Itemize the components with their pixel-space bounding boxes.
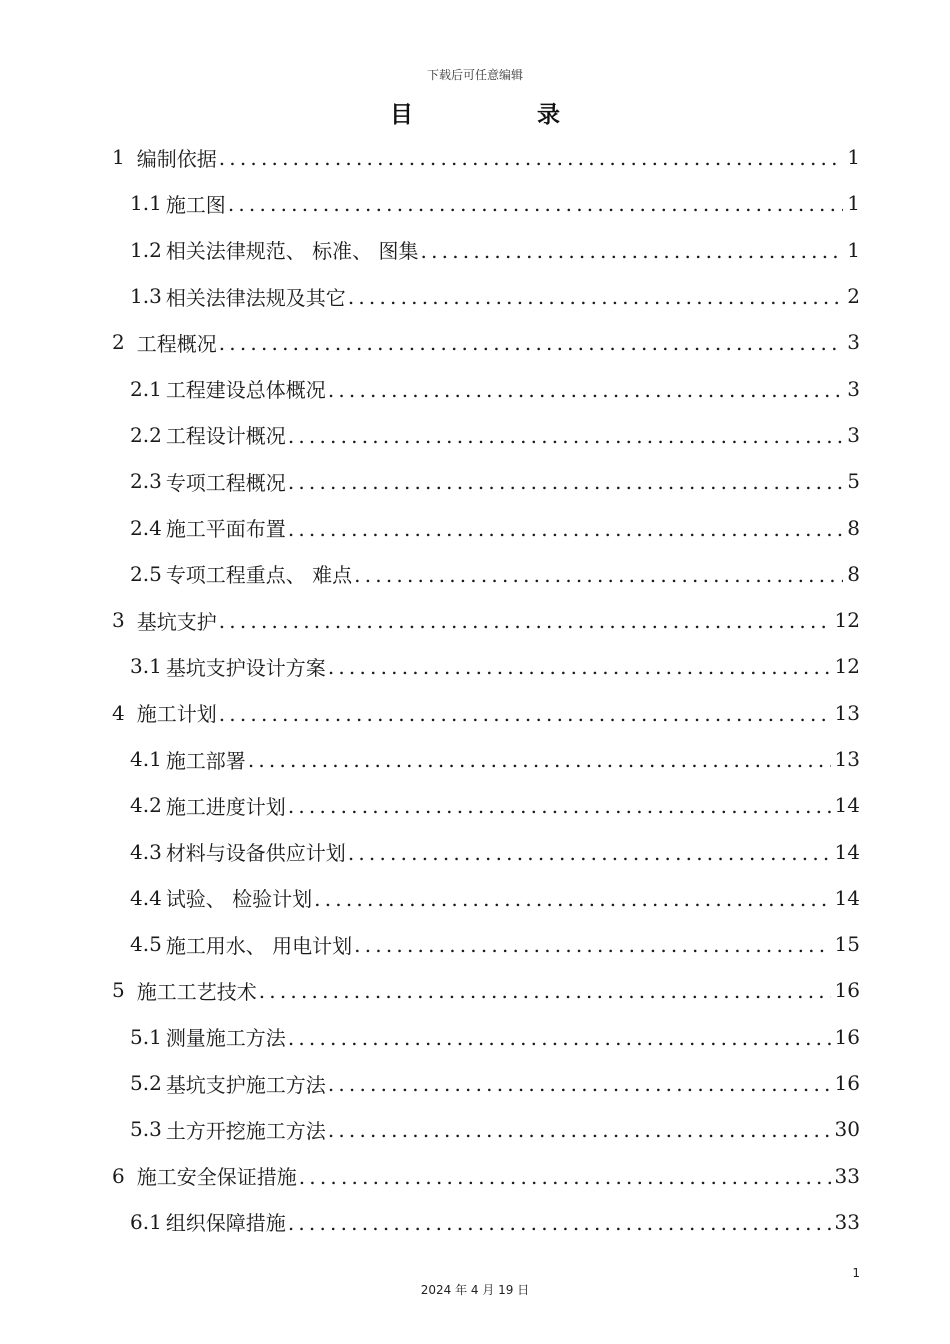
toc-entry-number: 5.2	[130, 1071, 162, 1096]
toc-entry-title: 组织保障措施	[165, 1211, 286, 1236]
toc-dot-leader	[288, 470, 843, 494]
toc-entry-title: 工程概况	[136, 331, 217, 356]
toc-entry[interactable]	[112, 1153, 860, 1199]
toc-entry-page: 14	[834, 793, 860, 818]
toc-entry-page: 13	[834, 700, 860, 725]
toc-dot-leader	[348, 285, 843, 309]
toc-entry-page: 14	[834, 885, 860, 910]
toc-dot-leader	[348, 841, 831, 865]
toc-dot-leader	[328, 1118, 831, 1142]
toc-entry-page: 15	[834, 932, 860, 957]
toc-entry-page: 12	[834, 654, 860, 679]
toc-entry-number: 2.4	[130, 515, 162, 540]
toc-entry-title: 相关法律法规及其它	[165, 285, 346, 310]
toc-entry-page: 1	[847, 145, 860, 170]
toc-entry[interactable]	[112, 504, 860, 550]
toc-dot-leader	[288, 794, 831, 818]
toc-entry-number: 4.3	[130, 839, 162, 864]
toc-entry[interactable]	[112, 365, 860, 411]
toc-entry-title: 施工图	[165, 192, 226, 217]
toc-dot-leader	[219, 146, 844, 170]
toc-dot-leader	[219, 331, 844, 355]
toc-entry-number: 6	[112, 1163, 125, 1188]
toc-dot-leader	[328, 378, 843, 402]
toc-entry-number: 1.3	[130, 284, 162, 309]
toc-dot-leader	[288, 1211, 831, 1235]
toc-entry[interactable]	[112, 551, 860, 597]
footer-date: 2024 年 4 月 19 日	[420, 1283, 530, 1297]
toc-dot-leader	[288, 1026, 831, 1050]
toc-entry-title: 专项工程重点、 难点	[165, 563, 353, 588]
toc-entry-number: 2	[112, 330, 125, 355]
toc-entry-page: 13	[834, 747, 860, 771]
toc-entry-page: 3	[847, 422, 860, 447]
toc-entry-page: 30	[834, 1117, 860, 1142]
toc-entry-title: 施工工艺技术	[136, 979, 257, 1004]
toc-entry-number: 4.1	[130, 747, 162, 771]
toc-dot-leader	[259, 979, 831, 1003]
toc-entry-number: 3	[112, 608, 125, 633]
toc-dot-leader	[288, 517, 843, 541]
toc-entry-title: 基坑支护施工方法	[165, 1072, 326, 1097]
toc-entry-number: 3.1	[130, 654, 162, 679]
toc-entry-title: 专项工程概况	[165, 470, 286, 495]
toc-entry[interactable]	[112, 180, 860, 226]
toc-entry-title: 基坑支护	[136, 609, 217, 634]
toc-entry-page: 8	[847, 561, 860, 586]
toc-entry[interactable]	[112, 273, 860, 319]
toc-entry-number: 6.1	[130, 1209, 162, 1234]
toc-dot-leader	[328, 1072, 831, 1096]
toc-entry-title: 施工安全保证措施	[136, 1165, 297, 1190]
toc-entry-page: 16	[834, 1024, 860, 1049]
toc-entry[interactable]	[112, 134, 860, 180]
toc-entry-page: 2	[847, 284, 860, 309]
toc-entry[interactable]	[112, 690, 860, 736]
toc-entry[interactable]	[112, 643, 860, 689]
toc-entry[interactable]	[112, 458, 860, 504]
toc-dot-leader	[219, 702, 831, 726]
toc-entry[interactable]	[112, 921, 860, 967]
toc-entry-title: 工程建设总体概况	[165, 378, 326, 403]
toc-dot-leader	[354, 933, 830, 957]
toc-entry[interactable]	[112, 412, 860, 458]
toc-entry[interactable]	[112, 1106, 860, 1152]
toc-entry-page: 1	[847, 237, 860, 262]
toc-entry[interactable]	[112, 1199, 860, 1245]
toc-dot-leader	[288, 424, 843, 448]
toc-entry-page: 16	[834, 978, 860, 1003]
toc-dot-leader	[354, 563, 843, 587]
toc-entry-page: 3	[847, 330, 860, 355]
header-note: 下载后可任意编辑	[426, 68, 523, 82]
toc-entry-number: 4.2	[130, 793, 162, 818]
toc-entry-number: 1.2	[130, 237, 162, 262]
toc-entry-number: 2.5	[130, 561, 162, 586]
toc-entry[interactable]	[112, 1014, 860, 1060]
toc-entry[interactable]	[112, 1060, 860, 1106]
toc-dot-leader	[248, 748, 831, 772]
toc-entry[interactable]	[112, 597, 860, 643]
toc-entry-title: 施工计划	[136, 702, 217, 727]
toc-dot-leader	[228, 192, 843, 216]
toc-entry[interactable]	[112, 782, 860, 828]
toc-entry[interactable]	[112, 875, 860, 921]
toc-entry-title: 工程设计概况	[165, 424, 286, 449]
toc-entry[interactable]	[112, 736, 860, 782]
toc-entry-page: 14	[834, 839, 860, 864]
toc-dot-leader	[219, 609, 831, 633]
toc-entry-number: 5.3	[130, 1117, 162, 1142]
toc-entry-number: 4.5	[130, 932, 162, 957]
toc-dot-leader	[328, 655, 831, 679]
toc-entry-page: 1	[847, 191, 860, 216]
toc-entry-title: 基坑支护设计方案	[165, 655, 326, 680]
toc-entry-title: 施工部署	[165, 748, 246, 773]
toc-entry-number: 4	[112, 700, 125, 725]
toc-entry-page: 12	[834, 608, 860, 633]
table-of-contents	[112, 134, 860, 1245]
toc-dot-leader	[314, 887, 830, 911]
toc-entry-page: 5	[847, 469, 860, 494]
toc-entry-number: 1.1	[130, 191, 162, 216]
toc-entry-title: 材料与设备供应计划	[165, 841, 346, 866]
toc-entry-title: 相关法律规范、 标准、 图集	[165, 239, 419, 264]
toc-entry-title: 土方开挖施工方法	[165, 1118, 326, 1143]
toc-entry[interactable]	[112, 227, 860, 273]
toc-entry-title: 试验、 检验计划	[165, 887, 313, 912]
toc-entry-page: 33	[834, 1209, 860, 1234]
toc-dot-leader	[299, 1165, 831, 1189]
toc-entry[interactable]	[112, 828, 860, 874]
toc-dot-leader	[421, 239, 844, 263]
toc-entry-number: 2.1	[130, 376, 162, 401]
toc-entry-title: 施工进度计划	[165, 794, 286, 819]
toc-entry[interactable]	[112, 319, 860, 365]
page-number: 1	[852, 1266, 860, 1280]
toc-entry-number: 5.1	[130, 1024, 162, 1049]
toc-entry-title: 施工平面布置	[165, 517, 286, 542]
toc-entry[interactable]	[112, 967, 860, 1013]
toc-entry-number: 4.4	[130, 885, 162, 910]
toc-entry-number: 2.3	[130, 469, 162, 494]
toc-entry-number: 2.2	[130, 422, 162, 447]
toc-entry-page: 3	[847, 376, 860, 401]
toc-entry-title: 施工用水、 用电计划	[165, 933, 353, 958]
toc-entry-number: 1	[112, 145, 125, 170]
toc-title: 目 录	[389, 102, 618, 128]
toc-entry-title: 测量施工方法	[165, 1026, 286, 1051]
toc-entry-number: 5	[112, 978, 125, 1003]
toc-entry-page: 33	[834, 1163, 860, 1188]
toc-entry-title: 编制依据	[136, 146, 217, 171]
toc-entry-page: 16	[834, 1071, 860, 1096]
toc-entry-page: 8	[847, 515, 860, 540]
